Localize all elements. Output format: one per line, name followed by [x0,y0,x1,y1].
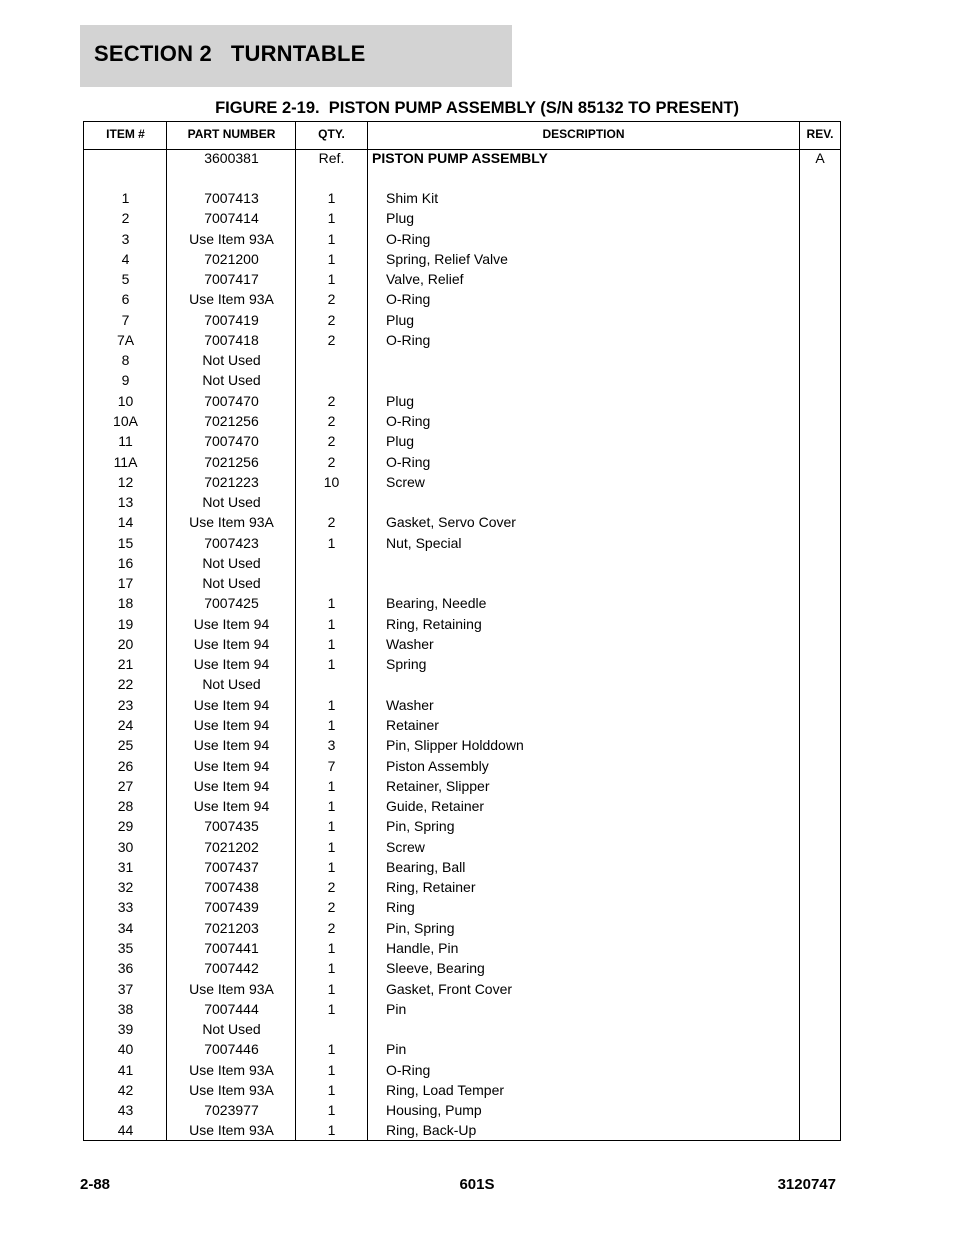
quantity: 1 [327,230,336,247]
part-number: Use Item 94 [193,777,270,794]
table-row [84,634,840,654]
item-number: 12 [117,473,134,490]
quantity: 2 [327,412,336,429]
item-number: 2 [121,210,130,227]
quantity: 1 [327,190,336,206]
part-number: 7007418 [204,331,259,348]
quantity: 1 [327,1081,336,1098]
table-row [84,1120,840,1140]
part-number: Use Item 93A [189,1081,274,1098]
quantity: 2 [327,453,336,470]
description: Valve, Relief [386,271,464,288]
item-number: 23 [117,696,134,713]
description: Pin, Slipper Holddown [386,737,524,754]
item-number: 30 [117,838,134,855]
description: Housing, Pump [386,1102,482,1119]
item-number: 5 [121,271,130,288]
assembly-description: PISTON PUMP ASSEMBLY [372,150,548,166]
item-number: 11 [118,433,133,450]
part-number: 7007442 [204,960,259,977]
part-number: Not Used [202,676,261,693]
part-number: Use Item 93A [189,980,274,997]
part-number: Use Item 94 [193,656,270,673]
part-number: Not Used [202,554,261,571]
quantity: 1 [327,798,336,815]
item-number: 39 [117,1021,134,1038]
table-row [84,452,840,472]
part-number: 7007444 [204,1000,259,1017]
description: Plug [386,433,415,450]
description: Handle, Pin [386,939,459,956]
item-number: 1 [121,190,130,206]
quantity: 7 [327,757,336,774]
quantity: 2 [327,433,336,450]
item-number: 21 [117,656,134,673]
table-row [84,1080,840,1100]
item-number: 29 [117,818,134,835]
description: Ring, Back-Up [386,1122,477,1139]
part-number: Use Item 93A [189,1061,274,1078]
item-number: 25 [117,737,134,754]
quantity: 1 [327,939,336,956]
part-number: Use Item 94 [193,737,270,754]
part-number: Not Used [202,372,261,389]
header-part-number: PART NUMBER [187,127,276,141]
description: Nut, Special [386,534,462,551]
quantity: 1 [327,534,336,551]
part-number: 7023977 [204,1102,259,1119]
part-number: Not Used [202,352,261,369]
table-row [84,310,840,330]
description: Shim Kit [386,190,439,206]
part-number: 7007470 [204,392,259,409]
table-row [84,715,840,735]
table-row [84,573,840,593]
part-number: Not Used [202,494,261,511]
table-row [84,756,840,776]
item-number: 6 [121,291,130,308]
quantity [296,350,367,370]
table-row [84,472,840,492]
part-number: Use Item 93A [189,230,274,247]
quantity: 2 [327,919,336,936]
description [386,674,796,694]
table-row [84,1019,840,1039]
table-row [84,614,840,634]
part-number: Use Item 93A [189,1122,274,1139]
part-number: 7007414 [204,210,259,227]
table-row [84,350,840,370]
quantity: 1 [327,858,336,875]
item-number: 22 [117,676,134,693]
description: Plug [386,311,415,328]
part-number: 7021200 [204,250,259,267]
assembly-part-number: 3600381 [204,150,259,166]
description: Pin [386,1000,407,1017]
item-number: 10A [113,412,138,429]
part-number: 7007413 [204,190,259,206]
description: Retainer [386,717,439,734]
description: O-Ring [386,230,431,247]
table-row [84,776,840,796]
quantity: 1 [327,717,336,734]
table-row [84,188,840,208]
table-row [84,837,840,857]
quantity: 1 [327,635,336,652]
table-row [84,857,840,877]
section-title: SECTION 2 TURNTABLE [94,41,366,66]
description [386,1019,796,1039]
quantity: 1 [327,838,336,855]
description: Spring [386,656,427,673]
part-number: Use Item 94 [193,717,270,734]
quantity: 1 [327,595,336,612]
item-number: 38 [117,1000,134,1017]
part-number: 7007437 [204,858,259,875]
table-row [84,411,840,431]
item-number: 32 [117,879,134,896]
quantity: 1 [327,818,336,835]
item-number: 11A [113,453,138,470]
item-number: 14 [117,514,134,531]
table-row [84,229,840,249]
header-description: DESCRIPTION [542,127,625,141]
item-number: 27 [117,777,134,794]
quantity: 1 [327,1122,336,1139]
quantity [296,573,367,593]
part-number: Use Item 94 [193,757,270,774]
description: Piston Assembly [386,757,489,774]
part-number: 7007441 [204,939,259,956]
description: Ring [386,899,415,916]
table-row [84,431,840,451]
quantity: 1 [327,250,336,267]
description: Pin, Spring [386,818,455,835]
description: O-Ring [386,331,431,348]
description: Screw [386,473,425,490]
assembly-quantity: Ref. [318,150,345,166]
quantity: 10 [323,473,340,490]
description: Washer [386,696,434,713]
part-number: 7021203 [204,919,259,936]
description: Spring, Relief Valve [386,250,508,267]
part-number: Use Item 94 [193,635,270,652]
description: Pin, Spring [386,919,455,936]
part-number: Use Item 93A [189,291,274,308]
quantity: 1 [327,656,336,673]
table-row [84,735,840,755]
part-number: Use Item 93A [189,514,274,531]
item-number: 7 [121,311,130,328]
description: O-Ring [386,1061,431,1078]
table-row [84,512,840,532]
item-number: 24 [117,717,134,734]
description: Bearing, Needle [386,595,487,612]
item-number: 3 [121,230,130,247]
header-item-number: ITEM # [106,127,145,141]
quantity: 1 [327,615,336,632]
table-row [84,695,840,715]
table-row [84,1100,840,1120]
table-row [84,674,840,694]
quantity: 1 [327,1041,336,1058]
table-row [84,979,840,999]
item-number: 20 [117,635,134,652]
header-quantity: QTY. [318,127,345,141]
quantity [296,1019,367,1039]
table-row [84,553,840,573]
assembly-row [84,148,840,168]
table-row [84,391,840,411]
header-revision: REV. [806,127,834,141]
page-number: 2-88 [80,1176,111,1193]
quantity: 2 [327,291,336,308]
description: Ring, Retainer [386,879,476,896]
description [386,350,796,370]
table-row [84,249,840,269]
quantity: 1 [327,1061,336,1078]
item-number: 18 [117,595,134,612]
item-number: 31 [117,858,134,875]
quantity: 1 [327,1102,336,1119]
quantity [296,492,367,512]
document-number: 3120747 [777,1176,836,1193]
quantity [296,674,367,694]
quantity: 1 [327,777,336,794]
quantity: 2 [327,311,336,328]
item-number: 28 [117,798,134,815]
item-number: 26 [117,757,134,774]
description: Gasket, Front Cover [386,980,513,997]
table-row [84,533,840,553]
figure-title: FIGURE 2-19. PISTON PUMP ASSEMBLY (S/N 85132 TO PRESENT) [215,99,739,117]
description [386,492,796,512]
quantity: 2 [327,879,336,896]
item-number: 16 [117,554,134,571]
table-row [84,370,840,390]
part-number: 7007470 [204,433,259,450]
table-header-row [84,122,840,150]
quantity: 2 [327,514,336,531]
part-number: 7021202 [204,838,259,855]
table-row [84,796,840,816]
part-number: Use Item 94 [193,615,270,632]
table-row [84,958,840,978]
quantity [296,370,367,390]
part-number: 7007438 [204,879,259,896]
description: Pin [386,1041,407,1058]
item-number: 42 [117,1081,134,1098]
quantity: 2 [327,392,336,409]
quantity: 1 [327,696,336,713]
description: Bearing, Ball [386,858,466,875]
part-number: Not Used [202,1021,261,1038]
item-number: 15 [117,534,134,551]
item-number: 8 [121,352,130,369]
item-number: 35 [117,939,134,956]
parts-table [83,121,841,1141]
description [386,573,796,593]
description: Gasket, Servo Cover [386,514,516,531]
item-number: 40 [117,1041,134,1058]
section-banner [80,25,512,87]
description: Retainer, Slipper [386,777,490,794]
item-number: 17 [117,575,134,592]
quantity: 2 [327,899,336,916]
quantity: 1 [327,210,336,227]
quantity: 1 [327,980,336,997]
item-number: 33 [117,899,134,916]
quantity: 1 [327,1000,336,1017]
quantity: 2 [327,331,336,348]
description [386,370,796,390]
description: Plug [386,210,415,227]
table-row [84,938,840,958]
item-number: 36 [117,960,134,977]
description: O-Ring [386,453,431,470]
description: Washer [386,635,434,652]
item-number: 43 [117,1102,134,1119]
description [386,553,796,573]
part-number: 7007419 [204,311,259,328]
item-number: 44 [117,1122,134,1139]
description: Plug [386,392,415,409]
description: Screw [386,838,425,855]
table-row [84,654,840,674]
table-row [84,1039,840,1059]
part-number: 7007417 [204,271,259,288]
item-number: 10 [117,392,134,409]
description: O-Ring [386,412,431,429]
quantity [296,553,367,573]
quantity: 1 [327,271,336,288]
item-number: 41 [117,1061,134,1078]
description: Sleeve, Bearing [386,960,485,977]
quantity: 3 [327,737,336,754]
item-number: 19 [117,615,134,632]
item-number: 34 [117,919,134,936]
table-row [84,208,840,228]
part-number: 7021223 [204,473,259,490]
part-number: 7007439 [204,899,259,916]
item-number: 9 [121,372,130,389]
item-number: 37 [117,980,134,997]
part-number: 7007425 [204,595,259,612]
part-number: Use Item 94 [193,798,270,815]
table-row [84,897,840,917]
assembly-item [84,148,167,168]
table-row [84,816,840,836]
assembly-revision: A [815,150,825,166]
table-row [84,593,840,613]
table-row [84,330,840,350]
part-number: Not Used [202,575,261,592]
item-number: 7A [116,331,135,348]
item-number: 4 [121,250,130,267]
item-number: 13 [117,494,134,511]
description: O-Ring [386,291,431,308]
table-row [84,877,840,897]
part-number: 7021256 [204,453,259,470]
table-row [84,289,840,309]
table-row [84,918,840,938]
quantity: 1 [327,960,336,977]
table-row [84,492,840,512]
part-number: 7007435 [204,818,259,835]
part-number: 7007446 [204,1041,259,1058]
part-number: 7007423 [204,534,259,551]
description: Ring, Load Temper [386,1081,505,1098]
part-number: 7021256 [204,412,259,429]
model-number: 601S [459,1176,495,1193]
table-row [84,269,840,289]
table-row [84,1060,840,1080]
part-number: Use Item 94 [193,696,270,713]
description: Ring, Retaining [386,615,482,632]
description: Guide, Retainer [386,798,485,815]
table-row [84,999,840,1019]
